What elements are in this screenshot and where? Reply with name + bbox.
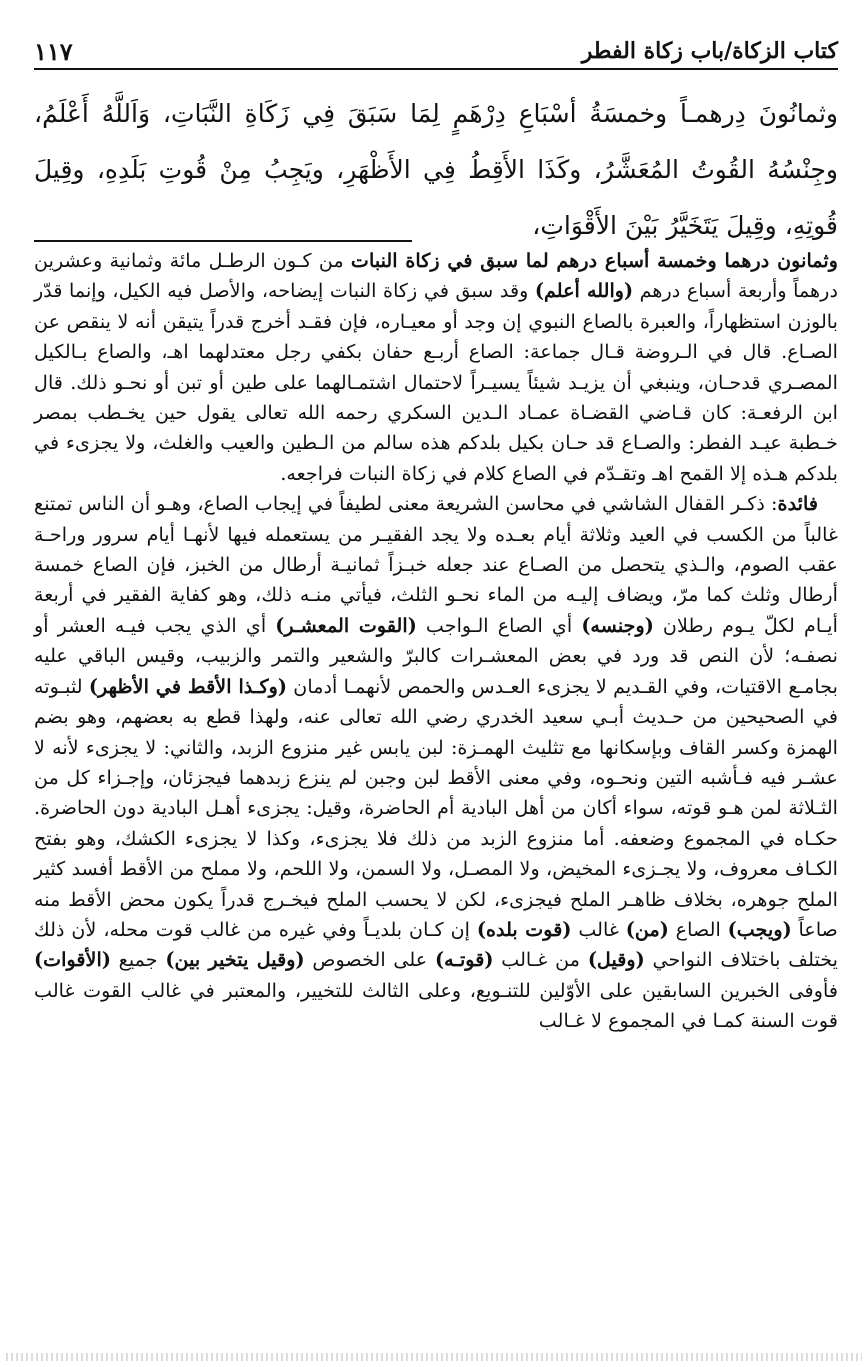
text-segment: إن كـان بلديـاً وفي غيره من غالب قوت محله، لأن ذلك يختلف باختلاف النواحي (34, 917, 838, 972)
main-text-matn: وثمانُونَ دِرهمـاً وخمسَةُ أسْبَاعِ دِرْهَمٍ لِمَا سَبَقَ فِي زَكَاةِ النَّبَاتِ، وَاَللَّهُ أَعْلَمُ، وجِنْسُهُ القُوتُ المُعَشَّرُ، وكَذَا الأَقِطُ فِي الأَظْهَرِ، ويَجِبُ مِنْ قُوتِ بَلَدِهِ، وقِيلَ قُوتِهِ، وقِيلَ يَتَخَيَّرُ بَيْنَ الأَقْوَاتِ، (34, 99, 838, 240)
bold-quote-segment: (قوتـه) (434, 948, 494, 972)
bold-quote-segment: (قوت بلده) (476, 917, 572, 941)
text-segment: : ذكـر القفال الشاشي في محاسن الشريعة معنى لطيفاً في إيجاب الصاع، وهـو أن الناس تمتنع غالباً من الكسب في العيد وثلاثة أيام بعـده ولا يجد الفقيـر من يستعمله فيها لأنهـا أيام سرور وراحـة عقب الصوم، والـذي يتحصل من الصـاع عند جعله خبـزاً ثمانيـة أرطال من الخبز، فإن الصاع خمسة أرطال وثلث كما مرّ، ويضاف إليـه من الماء نحـو الثلث، فيأتي منـه ذلك، وهو كفاية الفقير في أربعة أيـام لكلّ يـوم رطلان (34, 492, 838, 637)
commentary-paragraph-2 (34, 489, 838, 1036)
running-header (34, 34, 838, 70)
text-segment: غالب (571, 917, 626, 941)
text-segment: فأوفى الخبرين السابقين على الأوّلين للتنـويع، وعلى الثالث للتخيير، والمعتبر في غالب القوت غالب قوت السنة كمـا في المجموع لا غـالب (34, 978, 839, 1033)
page-number: ١١٧ (34, 36, 73, 66)
text-segment: على الخصوص (304, 948, 435, 972)
bold-quote-segment: (وقيل يتخير بين) (165, 948, 305, 972)
commentary-paragraph-1 (34, 246, 838, 489)
scan-edge-noise (6, 1353, 862, 1361)
text-segment: أي الذي يجب فيـه العشر أو نصفـه؛ لأن النص قد ورد في بعض المعشـرات كالبرّ والشعير والتمر والزبيب، وقيس الباقي عليه بجامـع الاقتيات، وفي القـديم لا يجزىء العـدس والحمص لأنهمـا أدمان (34, 613, 838, 698)
bold-quote-segment: وثمانون درهما وخمسة أسباع درهم لما سبق في زكاة النبات (350, 249, 838, 272)
text-segment: الصاع (668, 917, 728, 941)
text-segment: جميع (110, 948, 166, 972)
bold-quote-segment: (وكـذا الأقط في الأظهر) (88, 674, 287, 698)
book-page (34, 0, 838, 1367)
footnote-separator (34, 240, 412, 242)
bold-quote-segment: (وقيل) (587, 948, 645, 972)
header-title: كتاب الزكاة/باب زكاة الفطر (581, 38, 838, 64)
text-segment: من كـون الرطـل مائة وثمانية وعشرين درهماً وأربعة أسباع درهم (34, 249, 838, 303)
text-segment: وقد سبق في زكاة النبات إيضاحه، والأصل فيه الكيل، وإنما قدّر بالوزن استظهاراً، والعبرة بالصاع النبوي إن وجد أو معيـاره، فإن فقـد أخرج قدراً يتيقن أنه لا ينقص عن الصـاع. قال في الـروضة قـال جماعة: الصاع أربـع حفان بكفي رجل معتدلهما اهـ، والصاع بـالكيل المصـري قدحـان، وينبغي أن يزيـد شيئاً يسيـراً لاحتمال اشتمـالهما على طين أو تبن أو نحـو ذلك. قال ابن الرفعـة: كان قـاضي القضـاة عمـاد الـدين السكري رحمه الله تعالى يقول حين يخـطب بمصر خـطبة عيـد الفطر: والصـاع قد حـان بكيل بلدكم هذه سالم من الـطين والعيب والغلث، ولا يجزىء في بلدكم هـذه إلا القمح اهـ وتقـدّم في الصاع كلام في زكاة النبات فراجعه. (34, 279, 838, 485)
text-segment: أي الصاع الـواجب (416, 613, 582, 637)
bold-quote-segment: (من) (625, 917, 669, 941)
text-segment: لثبـوته في الصحيحين من حـديث أبـي سعيد الخدري رضي الله تعالى عنه، ولهذا قطع به بعضهم، وهو بضم الهمزة وكسر القاف وبإسكانها مع تثليث الهمـزة: لبن يابس غير منزوع الزبد، والثاني: لا يجزىء لأنه لا عشـر فيه فـأشبه التين ونحـوه، وفي معنى الأقط لبن وجبن لم ينزع زبدهما فيجزئان، وإجـزاء كل من الثـلاثة لمن هـو قوته، سواء أكان من أهل البادية أم الحاضرة، وقيل: يجزىء أهـل البادية دون الحاضرة. حكـاه في المجموع وضعفه. أما منزوع الزبد من ذلك فلا يجزىء، وكذا لا يجزىء الكشك، وهو بفتح الكـاف معروف، ولا يجـزىء المخيض، ولا المصـل، ولا السمن، ولا اللحم، ولا مملح من الأقط أفسد كثير الملح جوهره، بخلاف ظاهـر الملح فيجزىء، لكن لا يحسب الملح فيخـرج قدراً يكون محض الأقط منه صاعاً (34, 674, 838, 941)
bold-quote-segment: (وجنسه) (581, 613, 654, 637)
text-segment: من غـالب (493, 948, 588, 972)
bold-quote-segment: (القوت المعشـر) (275, 613, 417, 637)
bold-quote-segment: (والله أعلم) (534, 279, 634, 303)
bold-quote-segment: فائدة (777, 492, 818, 516)
commentary-sharh (34, 246, 838, 1037)
bold-quote-segment: (الأقوات) (34, 948, 111, 972)
bold-quote-segment: (ويجب) (727, 917, 792, 941)
